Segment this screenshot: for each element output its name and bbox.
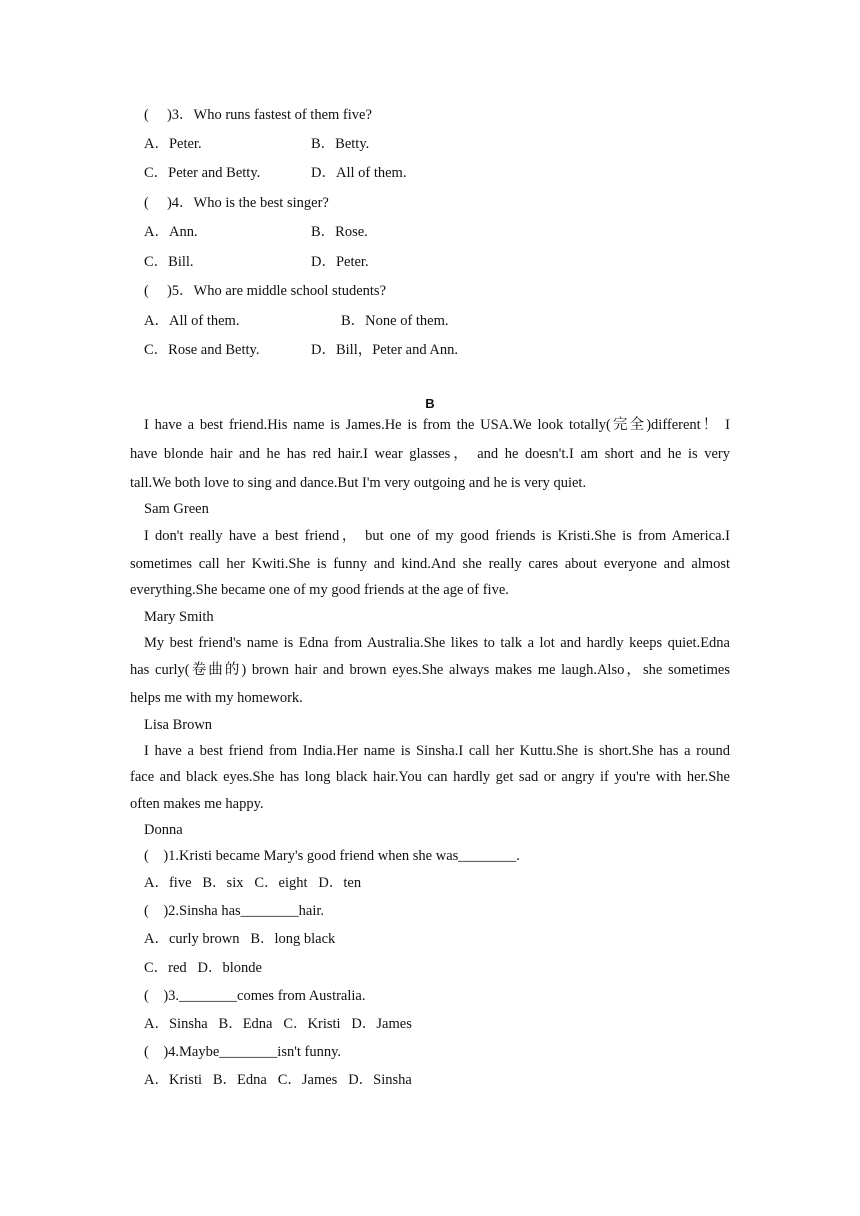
passage-4-line-3: often makes me happy. [130,796,264,812]
question-b4-options: A．Kristi B．Edna C．James D．Sinsha [144,1072,412,1088]
passage-2-line-3: everything.She became one of my good friends at the age of five. [130,582,509,598]
passage-4-author: Donna [144,822,183,838]
question-a4-option-a: A．Ann. [144,224,198,240]
question-b2-options-1: A．curly brown B．long black [144,931,336,947]
passage-3-line-3: helps me with my homework. [130,690,303,706]
question-a4-option-c: C．Bill. [144,254,194,270]
question-b1-stem: ( )1.Kristi became Mary's good friend when she was________. [144,848,520,864]
question-a5-option-c: C．Rose and Betty. [144,342,260,358]
passage-1-author: Sam Green [144,501,209,517]
question-a5-option-d: D．Bill，Peter and Ann. [311,342,459,358]
passage-3-line-2: has curly(卷曲的) brown hair and brown eyes.She always makes me laugh.Also，she sometimes [130,662,730,678]
passage-1-line-1: I have a best friend.His name is James.He is from the USA.We look totally(完全)different！ I [144,417,730,433]
passage-2-author: Mary Smith [144,609,214,625]
question-a4-stem: ( )4．Who is the best singer? [144,195,329,211]
question-b3-stem: ( )3.________comes from Australia. [144,988,366,1004]
passage-2-line-2: sometimes call her Kwiti.She is funny and kind.And she really cares about everyone and almost [130,556,730,572]
question-b3-options: A．Sinsha B．Edna C．Kristi D．James [144,1016,412,1032]
question-b2-options-2: C．red D．blonde [144,960,262,976]
question-b1-options: A．five B．six C．eight D．ten [144,875,362,891]
passage-2-line-1: I don't really have a best friend， but one of my good friends is Kristi.She is from America.I [144,528,730,544]
passage-3-author: Lisa Brown [144,717,213,733]
question-a3-option-b: B．Betty. [311,136,370,152]
question-a3-option-c: C．Peter and Betty. [144,165,261,181]
passage-4-line-1: I have a best friend from India.Her name is Sinsha.I call her Kuttu.She is short.She has a round [144,743,730,759]
question-a5-stem: ( )5．Who are middle school students? [144,283,387,299]
question-b2-stem: ( )2.Sinsha has________hair. [144,903,325,919]
passage-1-line-2: have blonde hair and he has red hair.I wear glasses， and he doesn't.I am short and he is very [130,446,730,462]
question-a3-stem: ( )3．Who runs fastest of them five? [144,107,372,123]
passage-1-line-3: tall.We both love to sing and dance.But I'm very outgoing and he is very quiet. [130,475,587,491]
question-a3-option-a: A．Peter. [144,136,202,152]
question-a4-option-d: D．Peter. [311,254,369,270]
question-a3-option-d: D．All of them. [311,165,407,181]
question-a5-option-b: B．None of them. [341,313,449,329]
question-a5-option-a: A．All of them. [144,313,240,329]
question-b4-stem: ( )4.Maybe________isn't funny. [144,1044,341,1060]
passage-3-line-1: My best friend's name is Edna from Australia.She likes to talk a lot and hardly keeps quiet.Edna [144,635,730,651]
section-heading: B [425,396,435,411]
question-a4-option-b: B．Rose. [311,224,368,240]
passage-4-line-2: face and black eyes.She has long black hair.You can hardly get sad or angry if you're with her.She [130,769,730,785]
